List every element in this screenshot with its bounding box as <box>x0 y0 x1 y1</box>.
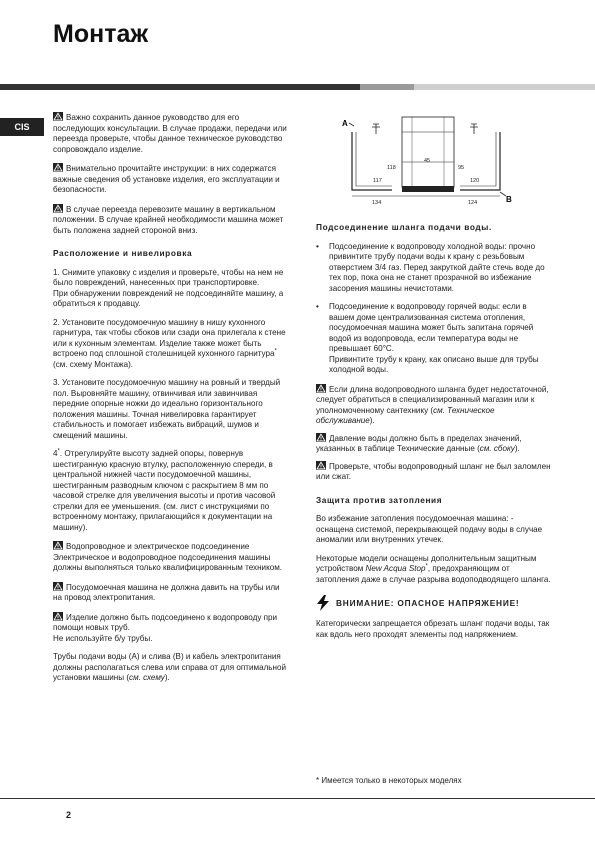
warning-cable <box>53 582 290 604</box>
warning-icon <box>316 433 326 442</box>
warning-transport <box>53 204 290 237</box>
list-item-hot-water <box>316 302 552 376</box>
danger-title: ВНИМАНИЕ: ОПАСНОЕ НАПРЯЖЕНИЕ! <box>336 597 520 608</box>
warning-text: Давление воды должно быть в пределах значений, указанных в таблице Технические данные ( <box>316 433 522 453</box>
warning-text: Если длина водопроводного шланга будет недостаточной, следует обратиться в специализированный магазин или к уполномоченному сантехнику ( <box>316 384 549 415</box>
product-name: New Acqua Stop <box>365 564 426 573</box>
warning-text: Изделие должно быть подсоединено к водопроводу при помощи новых труб. <box>53 612 278 632</box>
step-1-note: При обнаружении повреждений не подсоединяйте машину, а обратиться к продавцу. <box>53 288 284 308</box>
warning-icon <box>316 384 326 393</box>
warning-keep-manual <box>53 112 290 155</box>
dim-45: 45 <box>424 158 431 164</box>
danger-text: Категорически запрещается обрезать шланг подачи воды, так как вдоль него проходят элементы под напряжением. <box>316 619 550 639</box>
footnote-text: Имеется только в некоторых моделях <box>319 776 462 785</box>
section-heading-flood: Защита против затопления <box>316 494 443 505</box>
warning-text: Водопроводное и электрическое подсоединение Электрическое и водопроводное подсоединения машины должны выполняться только квалифицированным техником. <box>53 542 283 572</box>
step-4-text: . Отрегулируйте высоту задней опоры, повернув шестигранную красную втулку, расположенную спереди, в центральной нижней части посудомоечной машины, шестигранным разводным ключом с раскрытием 8 мм по часовой стрелке для увеличения высоты и против часовой стрелки для ее уменьшения. (см. лист с инструкциями по встроенному монтажу, прилагающийся к документации на машину). <box>53 449 276 532</box>
section-heading-hose: Подсоединение шланга подачи воды. <box>316 222 492 232</box>
warning-hose-check <box>316 461 552 483</box>
warning-icon <box>53 612 63 621</box>
footnote-marker: * <box>274 348 277 355</box>
footnote-star: * <box>316 776 320 785</box>
warning-new-pipes <box>53 612 290 645</box>
dim-124: 124 <box>468 200 478 206</box>
right-column <box>316 222 552 648</box>
step-3: 3. Установите посудомоечную машину на ровный и твердый пол. Выровняйте машину, отвинчивая или завинчивая передние опорные ножки до идеально горизонтального положения машины. Точная нивелировка гарантирует стабильность и помогает избежать вибраций, шумов и смещений машины. <box>53 378 281 440</box>
footnote-marker: * <box>425 563 428 570</box>
warning-end: ). <box>514 444 520 453</box>
warning-icon <box>316 461 326 470</box>
warning-text: Внимательно прочитайте инструкции: в них содержатся важные сведения об установке изделия, его эксплуатации и безопасности. <box>53 164 280 194</box>
warning-icon <box>53 582 63 591</box>
warning-text: В случае переезда перевозите машину в вертикальном положении. В случае крайней необходимости машина может быть положена задней стороной вниз. <box>53 204 284 235</box>
flood-acqua-stop <box>316 554 552 586</box>
cold-water-text: Подсоединение к водопроводу холодной воды: прочно привинтите трубу подачи воды к крану с резьбовым отверстием 3/4 газ. Перед закруткой дайте стечь воде до тех пор, пока она не станет прозрачной во избежание засорения машины нечистотами. <box>329 241 545 293</box>
warning-pressure <box>316 433 552 455</box>
warning-icon <box>53 112 63 121</box>
language-tab: CIS <box>0 118 44 136</box>
step-1 <box>53 268 290 310</box>
pipes-ref: см. схему <box>129 673 165 682</box>
label-a: A <box>342 119 348 128</box>
danger-header <box>316 595 552 611</box>
installation-diagram <box>340 112 520 207</box>
list-item-cold-water <box>316 242 552 295</box>
warning-icon <box>53 204 63 213</box>
warning-icon <box>53 541 63 550</box>
step-4 <box>53 449 290 533</box>
flood-system: Во избежание затопления посудомоечная машина: - оснащена системой, перекрывающей подачу воды в случае аномалии или внутренних утечек. <box>316 514 543 544</box>
dim-117: 117 <box>373 178 382 184</box>
warning-text-2: Не используйте б/у трубы. <box>53 633 153 643</box>
left-column <box>53 112 290 692</box>
section-heading-placement: Расположение и нивелировка <box>53 248 193 258</box>
footnote <box>316 776 462 785</box>
warning-text: Важно сохранить данное руководство для его последующих консультации. В случае продажи, передачи или переезда проверьте, чтобы данное техническое руководство сопровождало изделие. <box>53 113 287 154</box>
warning-text: Посудомоечная машина не должна давить на трубы или на провод электропитания. <box>53 582 280 602</box>
step-2-ref: (см. схему Монтажа). <box>53 359 134 369</box>
footnote-marker: * <box>57 448 60 455</box>
bullet-dot: • <box>316 241 319 251</box>
step-1-text: 1. Снимите упаковку с изделия и проверьте, чтобы на нем не было повреждений, нанесенных при транспортировке. <box>53 267 284 287</box>
step-2 <box>53 318 290 371</box>
warning-read-instructions <box>53 163 290 196</box>
warning-text: Проверьте, чтобы водопроводный шланг не был заломлен или сжат. <box>316 461 551 481</box>
flood-text-end: , предохраняющим от затопления даже в случае разрыва водоподводящего шланга. <box>316 564 551 584</box>
header-bar <box>0 84 595 90</box>
page-number: 2 <box>66 810 72 820</box>
warning-electric <box>53 541 290 574</box>
dim-134: 134 <box>372 200 382 206</box>
dim-95: 95 <box>458 165 465 171</box>
hot-water-text: Подсоединение к водопроводу горячей воды: если в вашем доме централизованная система отопления, посудомоечная машина может быть запитана горячей водой из водопровода, если температура воды не превышает 60°C. <box>329 302 534 353</box>
header-bar-dark <box>0 84 360 90</box>
dim-120: 120 <box>470 178 480 184</box>
pipes-end: ). <box>164 673 170 682</box>
warning-hose-length <box>316 384 552 427</box>
flood-text: Некоторые модели оснащены дополнительным защитным устройством <box>316 553 537 573</box>
warning-ref: см. сбоку <box>479 444 515 453</box>
warning-end: ). <box>369 416 375 425</box>
hot-water-note: Привинтите трубу к крану, как описано выше для трубы холодной воды. <box>329 354 539 374</box>
page-title: Монтаж <box>53 20 149 48</box>
pipes-position <box>53 652 290 684</box>
warning-icon <box>53 163 63 172</box>
bullet-dot: • <box>316 302 319 311</box>
step-2-text: 2. Установите посудомоечную машину в нишу кухонного гарнитура, так чтобы сбоков или сзади она прилегала к стене или к кухонным элементам. Изделие также может быть встроено под сплошной столешницей кухонного гарнитура <box>53 317 286 358</box>
dim-118: 118 <box>387 165 396 171</box>
step-4-number: 4 <box>53 449 58 458</box>
warning-ref: см. Техническое обслуживание <box>316 405 495 425</box>
header-bar-light <box>414 84 595 90</box>
lightning-bolt-icon <box>316 595 330 611</box>
pipes-text: Трубы подачи воды (A) и слива (B) и кабель электропитания должны располагаться слева или справа от для оптимальной установки машины ( <box>53 652 286 682</box>
label-b: B <box>506 195 512 204</box>
footer-rule <box>0 798 595 799</box>
header-bar-gray <box>360 84 414 90</box>
